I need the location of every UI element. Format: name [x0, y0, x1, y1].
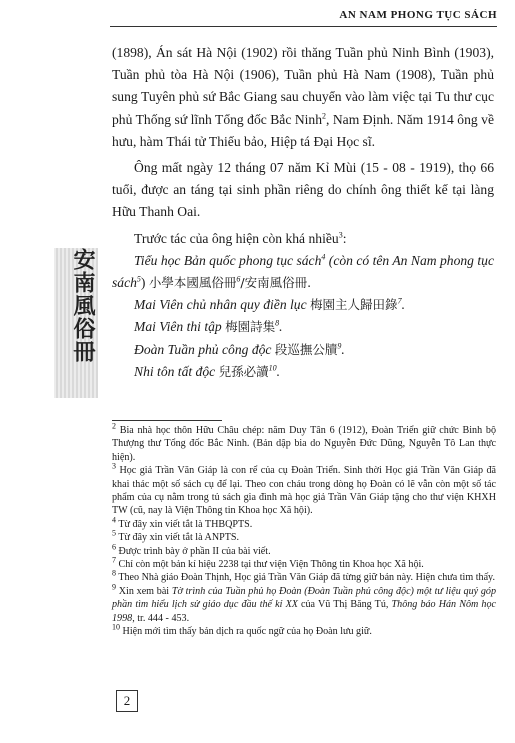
- work-item: Mai Viên chủ nhân quy điền lục 梅園主人歸田錄$^7$.: [134, 296, 405, 313]
- paragraph-career: (1898), Án sát Hà Nội (1902) rồi thăng Tuần phủ Ninh Bình (1903), Tuần phủ tòa Hà Nội (1906), Tuần phủ Hà Nam (1908), Tuần phủ sung Tuyên phủ sứ Bắc Giang sau chuyển vào làm việc tại Tu thư cục phủ Thống sứ lĩnh Tổng đốc Bắc Ninh$^2$, Nam Định. Năm 1914 ông về hưu, hàm Thái tử Thiếu bảo, Hiệp tá Đại Học sĩ.: [112, 45, 494, 149]
- footnote: $^5$ Từ đây xin viết tắt là ANPTS.: [112, 528, 240, 544]
- main-text: [112, 42, 494, 383]
- footnote-divider: [112, 420, 222, 421]
- footnote: $^9$ Xin xem bài Tờ trình của Tuần phủ họ Đoàn (Đoàn Tuần phủ công độc) một tư liệu quý góp phần tìm hiểu lịch sử giáo dục đầu thế kỉ XX của Vũ Thị Băng Tú, Thông báo Hán Nôm học 1998, tr. 444 - 453.: [112, 582, 497, 624]
- footnote: $^4$ Từ đây xin viết tắt là THBQPTS.: [112, 515, 253, 530]
- page-number: 2: [116, 690, 138, 712]
- work-item: Mai Viên thi tập 梅園詩集$^8$.: [134, 318, 283, 335]
- footnote: $^7$ Chỉ còn một bản kí hiệu 2238 tại thư viện Viện Thông tin Khoa học Xã hội.: [112, 555, 424, 571]
- footnotes: [112, 421, 497, 639]
- footnote: $^3$ Học giả Trần Văn Giáp là con rể của cụ Đoàn Triển. Sinh thời Học giả Trần Văn Giáp đã khai thác một số sách cụ để lại. Theo con cháu trong dòng họ Đoàn có lẽ vẫn còn một số tác phẩm của cụ nằm trong tủ sách gia đình mà học giả Trần Văn Giáp tặng cho thư viện KHXH TW (cũ, nay là Viện Thông tin Khoa học Xã hội).: [112, 461, 496, 517]
- footnote: $^{10}$ Hiện mới tìm thấy bản dịch ra quốc ngữ của họ Đoàn lưu giữ.: [112, 622, 372, 638]
- footnote: $^6$ Được trình bày ở phần II của bài viết.: [112, 542, 271, 557]
- paragraph-works-intro: Trước tác của ông hiện còn khá nhiều$^3$:: [134, 230, 347, 246]
- side-tab-title: 安南風俗冊: [70, 248, 95, 363]
- paragraph-death: Ông mất ngày 12 tháng 07 năm Kỉ Mùi (15 - 08 - 1919), thọ 66 tuổi, được an táng tại sinh phần riêng do chính ông thiết kế tại làng Hữu Thanh Oai.: [112, 160, 494, 220]
- side-tab: [54, 248, 98, 398]
- running-header: [110, 6, 497, 27]
- work-item: Nhi tôn tất độc 兒孫必讀$^{10}$.: [134, 363, 281, 379]
- work-item: Đoàn Tuần phủ công độc 段巡撫公牘$^9$.: [134, 341, 345, 357]
- footnote: $^2$ Bia nhà học thôn Hữu Châu chép: năm Duy Tân 6 (1912), Đoàn Triển giữ chức Binh bộ Thượng thư Tổng đốc Bắc Ninh. (Bản dập bia do Nguyễn Đức Dũng, Nguyễn Tô Lan thực hiện).: [112, 421, 496, 463]
- footnote: $^8$ Theo Nhà giáo Đoàn Thịnh, Học giả Trần Văn Giáp đã từng giữ bản này. Hiện chưa tìm thấy.: [112, 569, 495, 584]
- header-title: AN NAM PHONG TỤC SÁCH: [339, 9, 497, 21]
- work-item: Tiểu học Bản quốc phong tục sách$^4$ (còn có tên An Nam phong tục sách$^5$) 小學本國風俗冊$^6$/安南風俗冊.: [112, 252, 495, 291]
